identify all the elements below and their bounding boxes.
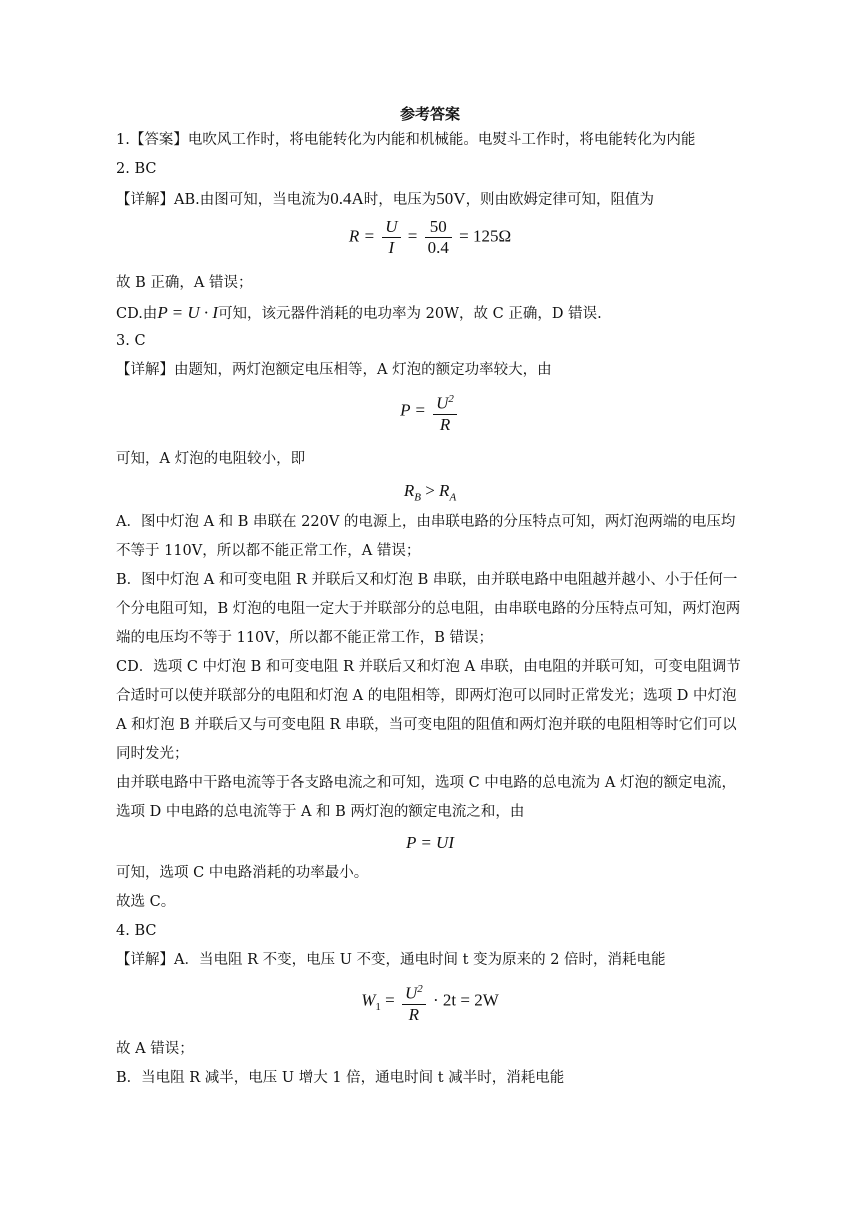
page-title: 参考答案 [399,105,460,123]
q4-detail-a-result: 故 A 错误； [116,1041,194,1057]
q1-answer: 1.【答案】电吹风工作时，将电能转化为内能和机械能。电熨斗工作时，将电能转化为内能 [116,132,696,148]
q2-detail-text: 【详解】AB.由图可知，当电流为 [116,192,331,208]
formula-lhs-subscript: 1 [375,1001,381,1014]
fraction-denominator: I [388,238,395,257]
q2-voltage-value: 50V [436,189,466,208]
q4-detail-a: 【详解】A．当电阻 R 不变，电压 U 不变，通电时间 t 变为原来的 2 倍时，消耗电能 [116,952,666,968]
q2-ohm-formula [116,217,744,269]
q3-power-formula [116,389,744,445]
q3-power-ui-formula: P = UI [406,833,454,852]
q2-detail-text: CD.由 [116,306,158,322]
q2-detail-text: 时，电压为 [363,192,437,208]
fraction-numerator [402,979,426,1005]
q2-detail-b: 故 B 正确，A 错误； [116,275,253,291]
fraction-numerator: U [382,217,400,238]
formula-fraction [382,217,400,258]
fraction-denominator: R [408,1004,420,1024]
q2-answer: 2. BC [116,161,157,177]
formula-rest: · 2t = 2W [433,990,499,1010]
q4-answer: 4. BC [116,923,157,939]
answer-content [116,102,744,1093]
formula-fraction [402,979,426,1025]
q2-power-formula: P = U · I [157,303,219,322]
q3-answer: 3. C [116,333,146,349]
q3-conclusion: 可知，选项 C 中电路消耗的功率最小。 [116,865,369,881]
numerator-symbol: U [436,393,449,413]
q2-detail-ab [116,184,744,213]
fraction-denominator: 0.4 [427,238,449,257]
q2-detail-text: ，则由欧姆定律可知，阻值为 [465,192,655,208]
formula-result: = 125Ω [459,226,512,246]
fraction-numerator [433,389,457,415]
formula-lhs: R = [348,226,375,246]
fraction-denominator: R [439,414,451,434]
inequality-left: R [403,481,415,500]
q3-option-cd: CD．选项 C 中灯泡 B 和可变电阻 R 并联后又和灯泡 A 串联，由电阻的并联可知，可变电阻调节合适时可以使并联部分的电阻和灯泡 A 的电阻相等，即两灯泡可以同时正常发光；选项 D 中灯泡 A 和灯泡 B 并联后又与可变电阻 R 串联，当可变电阻的阻值和两灯泡并联的电阻相等时它们可以同时发光； [116,659,741,762]
formula-equals: = [380,990,395,1010]
q3-choice: 故选 C。 [116,894,176,910]
q2-detail-text: 可知，该元器件消耗的电功率为 20W，故 C 正确，D 错误. [218,306,602,322]
inequality-right-subscript: A [449,491,457,504]
q3-detail-resistance: 可知，A 灯泡的电阻较小，即 [116,451,306,467]
formula-lhs: P = [400,400,426,420]
numerator-symbol: U [404,983,418,1003]
formula-fraction-numeric [425,217,452,258]
q2-detail-cd [116,298,744,327]
inequality-left-subscript: B [414,491,421,504]
formula-fraction [433,389,457,435]
q2-current-value: 0.4A [330,189,364,208]
fraction-numerator: 50 [425,217,452,238]
inequality-right: R [439,481,450,500]
q3-resistance-inequality [116,474,744,508]
numerator-exponent: 2 [417,983,423,995]
q3-option-b: B．图中灯泡 A 和可变电阻 R 并联后又和灯泡 B 串联，由并联电路中电阻越并越小、小于任何一个分电阻可知，B 灯泡的电阻一定大于并联部分的总电阻，由串联电路的分压特点可知，两灯泡两端的电压均不等于 110V，所以都不能正常工作，B 错误； [116,572,741,646]
q3-detail-intro: 【详解】由题知，两灯泡额定电压相等，A 灯泡的额定功率较大，由 [116,362,552,378]
q4-energy-formula [116,979,744,1035]
numerator-exponent: 2 [448,393,454,405]
formula-lhs: W [361,990,376,1010]
q4-detail-b: B．当电阻 R 减半，电压 U 增大 1 倍，通电时间 t 减半时，消耗电能 [116,1070,565,1086]
formula-equals: = [407,226,418,246]
q3-option-a: A．图中灯泡 A 和 B 串联在 220V 的电源上，由串联电路的分压特点可知，两灯泡两端的电压均不等于 110V，所以都不能正常工作，A 错误； [116,514,736,559]
q3-current-sum: 由并联电路中干路电流等于各支路电流之和可知，选项 C 中电路的总电流为 A 灯泡的额定电流，选项 D 中电路的总电流等于 A 和 B 两灯泡的额定电流之和，由 [116,775,736,820]
inequality-operator: > [420,481,440,500]
